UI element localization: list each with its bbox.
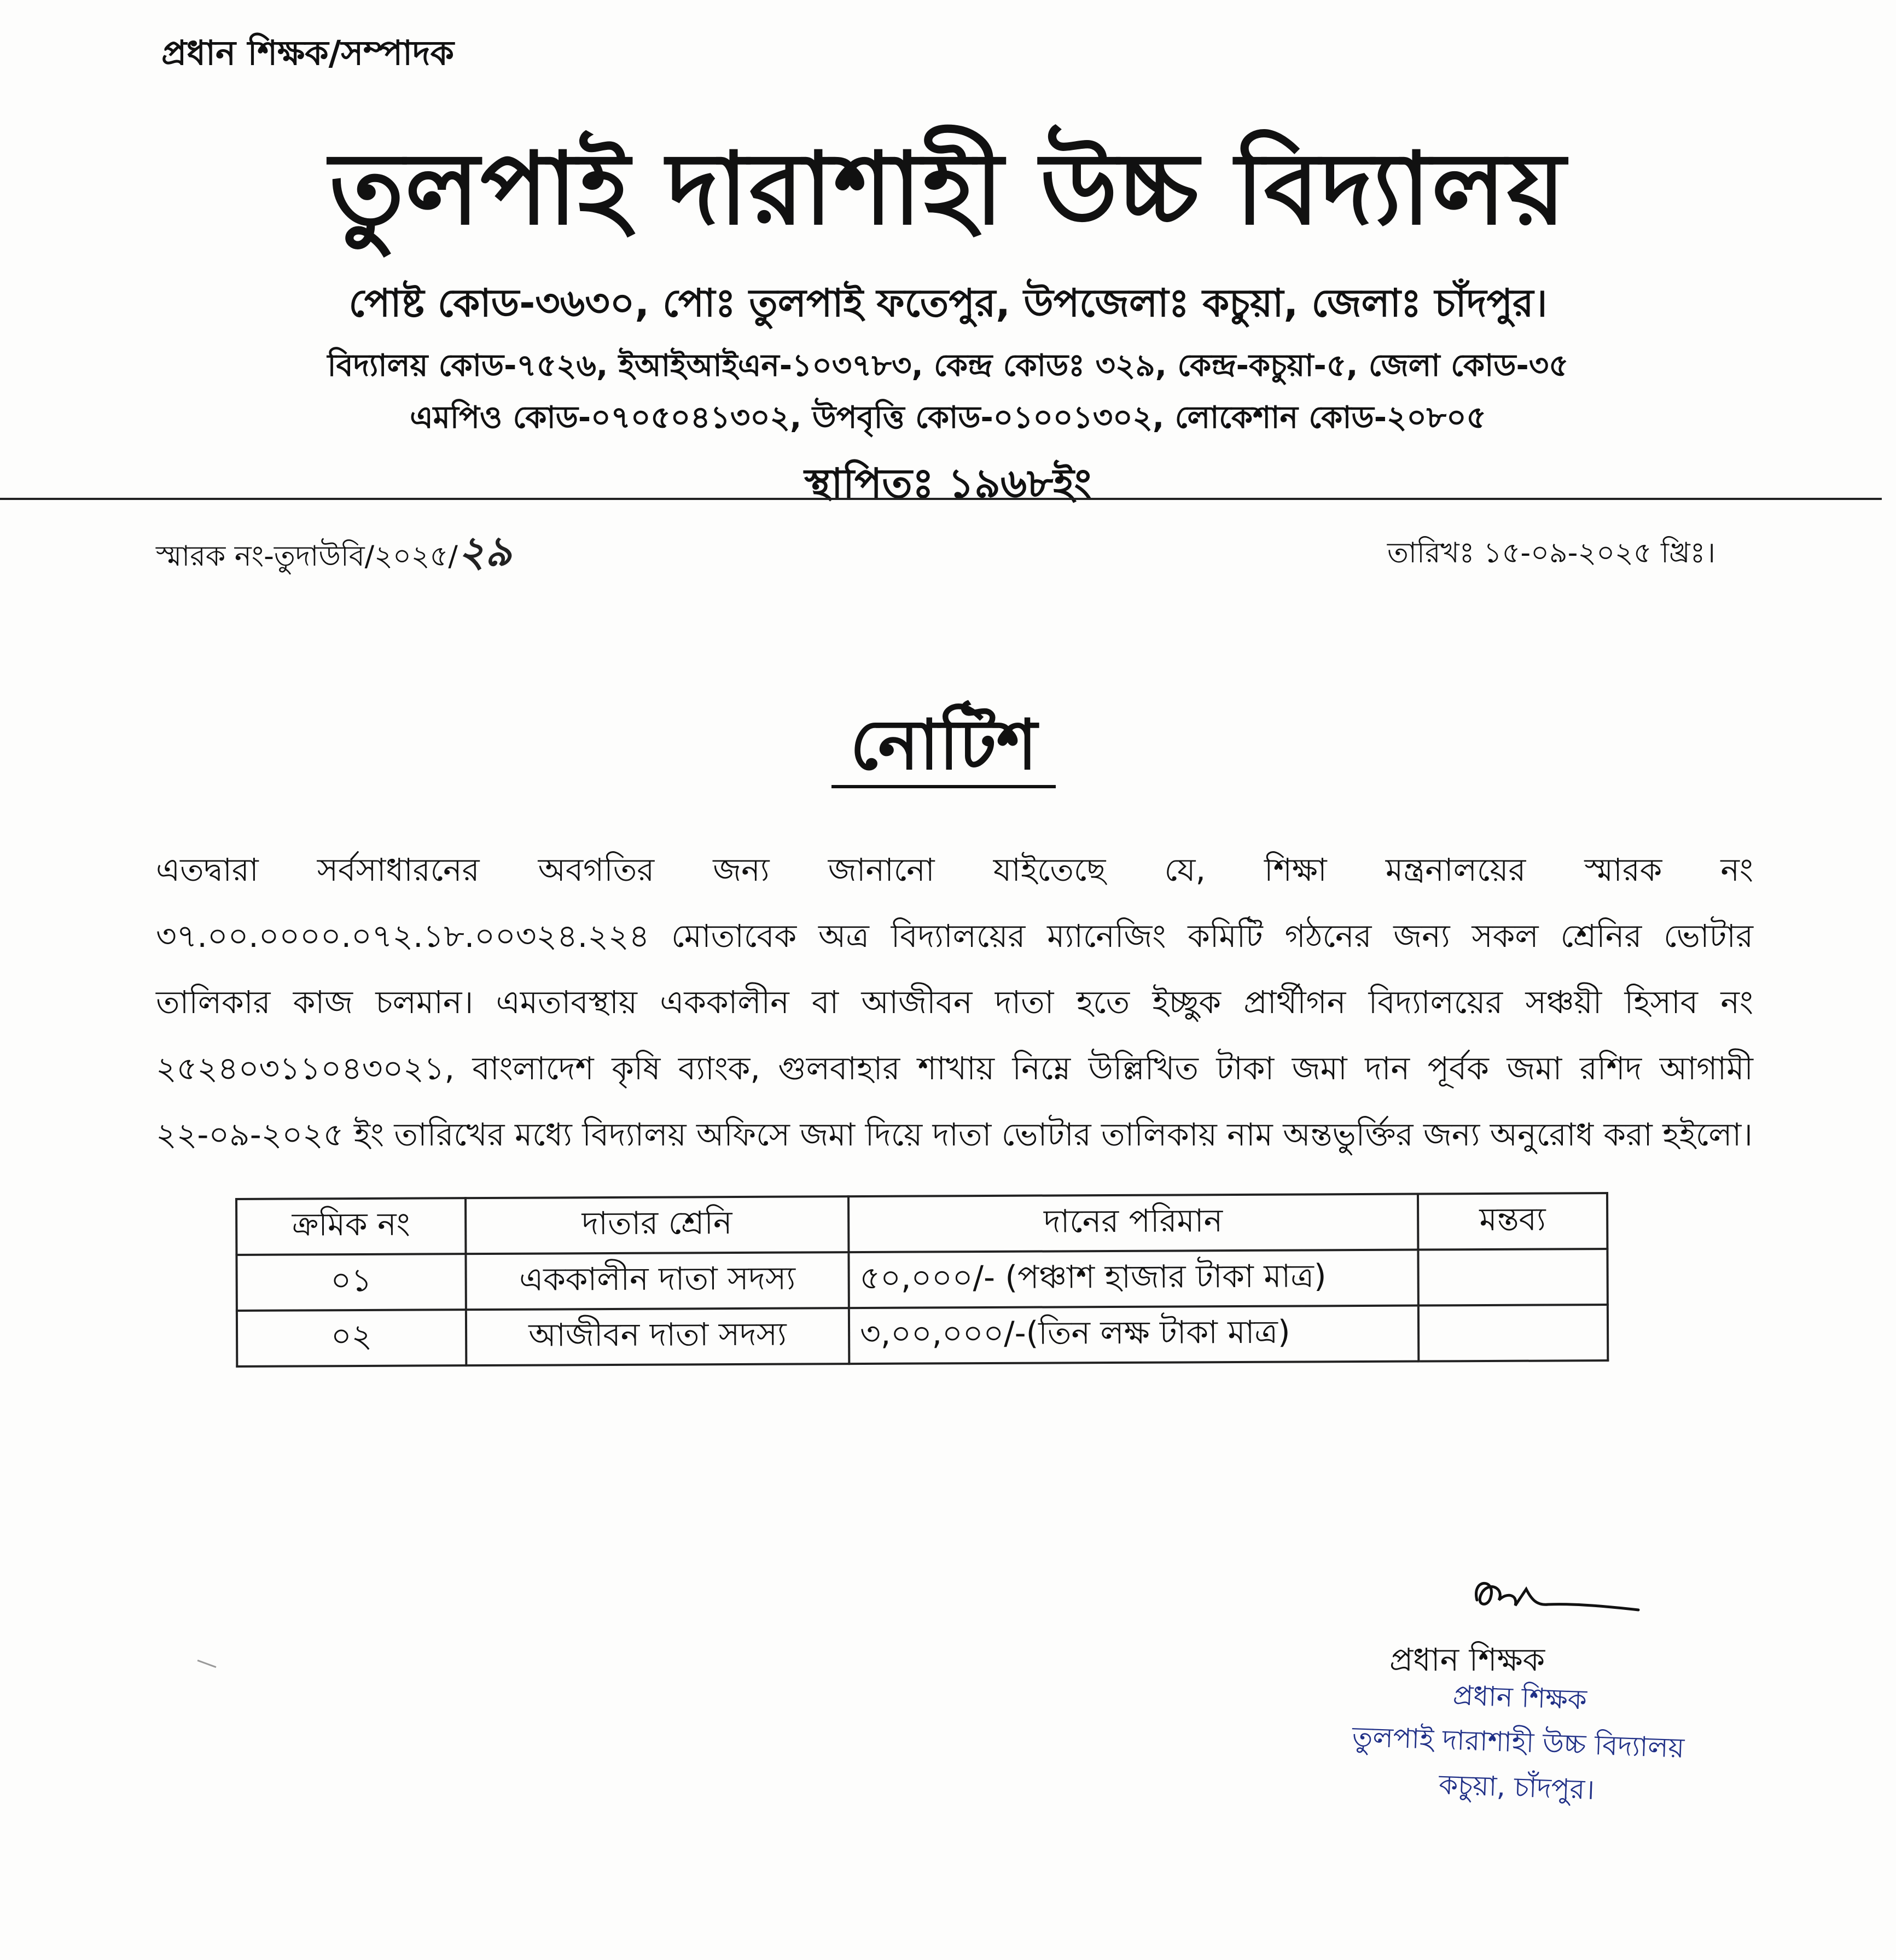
row-amount: ৫০,০০০/- (পঞ্চাশ হাজার টাকা মাত্র)	[848, 1250, 1418, 1308]
memo-date: তারিখঃ ১৫-০৯-২০২৫ খ্রিঃ।	[1387, 537, 1715, 569]
table-row	[237, 1305, 1608, 1366]
seal-line-2: তুলপাই দারাশাহী উচ্চ বিদ্যালয়	[1351, 1720, 1685, 1764]
row-amount: ৩,০০,০০০/-(তিন লক্ষ টাকা মাত্র)	[849, 1306, 1418, 1364]
notice-body: এতদ্বারা সর্বসাধারনের অবগতির জন্য জানানো যাইতেছে যে, শিক্ষা মন্ত্রনালয়ের স্মারক নং ৩৭.০০.০০০০.০৭২.১৮.০০৩২৪.২২৪ মোতাবেক অত্র বিদ্যালয়ের ম্যানেজিং কমিটি গঠনের জন্য সকল শ্রেনির ভোটার তালিকার কাজ চলমান। এমতাবস্থায় এককালীন বা আজীবন দাতা হতে ইচ্ছুক প্রার্থীগন বিদ্যালয়ের সঞ্চয়ী হিসাব নং ২৫২৪০৩১১০৪৩০২১, বাংলাদেশ কৃষি ব্যাংক, গুলবাহার শাখায় নিম্নে উল্লিখিত টাকা জমা দান পূর্বক জমা রশিদ আগামী ২২-০৯-২০২৫ ইং তারিখের মধ্যে বিদ্যালয় অফিসে জমা দিয়ে দাতা ভোটার তালিকায় নাম অন্তভুর্ক্তির জন্য অনুরোধ করা হইলো।	[156, 851, 1754, 1153]
row-category: এককালীন দাতা সদস্য	[466, 1252, 848, 1310]
signatory-title: প্রধান শিক্ষক	[1389, 1641, 1545, 1678]
seal-line-1: প্রধান শিক্ষক	[1452, 1679, 1587, 1716]
codes-line-2: এমপিও কোড-০৭০৫০৪১৩০২, উপবৃত্তি কোড-০১০০১৩০২, লোকেশান কোড-২০৮০৫	[410, 400, 1486, 435]
header-amount: দানের পরিমান	[848, 1194, 1418, 1253]
row-remark	[1418, 1249, 1608, 1306]
codes-line-1: বিদ্যালয় কোড-৭৫২৬, ইআইআইএন-১০৩৭৮৩, কেন্দ্র কোডঃ ৩২৯, কেন্দ্র-কচুয়া-৫, জেলা কোড-৩৫	[327, 348, 1569, 383]
issuer-label: প্রধান শিক্ষক/সম্পাদক	[161, 33, 454, 73]
memo-prefix: স্মারক নং-তুদাউবি/২০২৫/	[156, 540, 458, 573]
header-category: দাতার শ্রেনি	[466, 1196, 848, 1254]
table-header-row	[236, 1193, 1607, 1255]
notice-title: নোটিশ	[850, 705, 1038, 785]
row-serial: ০২	[237, 1310, 466, 1366]
address-line: পোষ্ট কোড-৩৬৩০, পোঃ তুলপাই ফতেপুর, উপজেলাঃ কচুয়া, জেলাঃ চাঁদপুর।	[348, 281, 1548, 325]
memo-handwritten-number: ২৯	[457, 527, 512, 575]
header-serial: ক্রমিক নং	[236, 1198, 466, 1255]
row-category: আজীবন দাতা সদস্য	[466, 1308, 849, 1365]
handwritten-signature	[1466, 1567, 1641, 1627]
header-divider	[0, 498, 1882, 500]
header-remark: মন্তব্য	[1418, 1193, 1608, 1250]
school-name: তুলপাই দারাশাহী উচ্চ বিদ্যালয়	[329, 131, 1567, 247]
memo-number	[156, 520, 512, 589]
paper-mark	[197, 1660, 217, 1668]
established-year: স্থাপিতঃ ১৯৬৮ইং	[804, 460, 1092, 507]
table-row	[236, 1249, 1607, 1311]
donation-table	[235, 1192, 1609, 1368]
row-remark	[1418, 1305, 1608, 1362]
seal-line-3: কচুয়া, চাঁদপুর।	[1438, 1769, 1595, 1806]
row-serial: ০১	[236, 1254, 466, 1311]
notice-title-underline	[831, 785, 1056, 788]
official-seal	[1324, 1668, 1712, 1816]
